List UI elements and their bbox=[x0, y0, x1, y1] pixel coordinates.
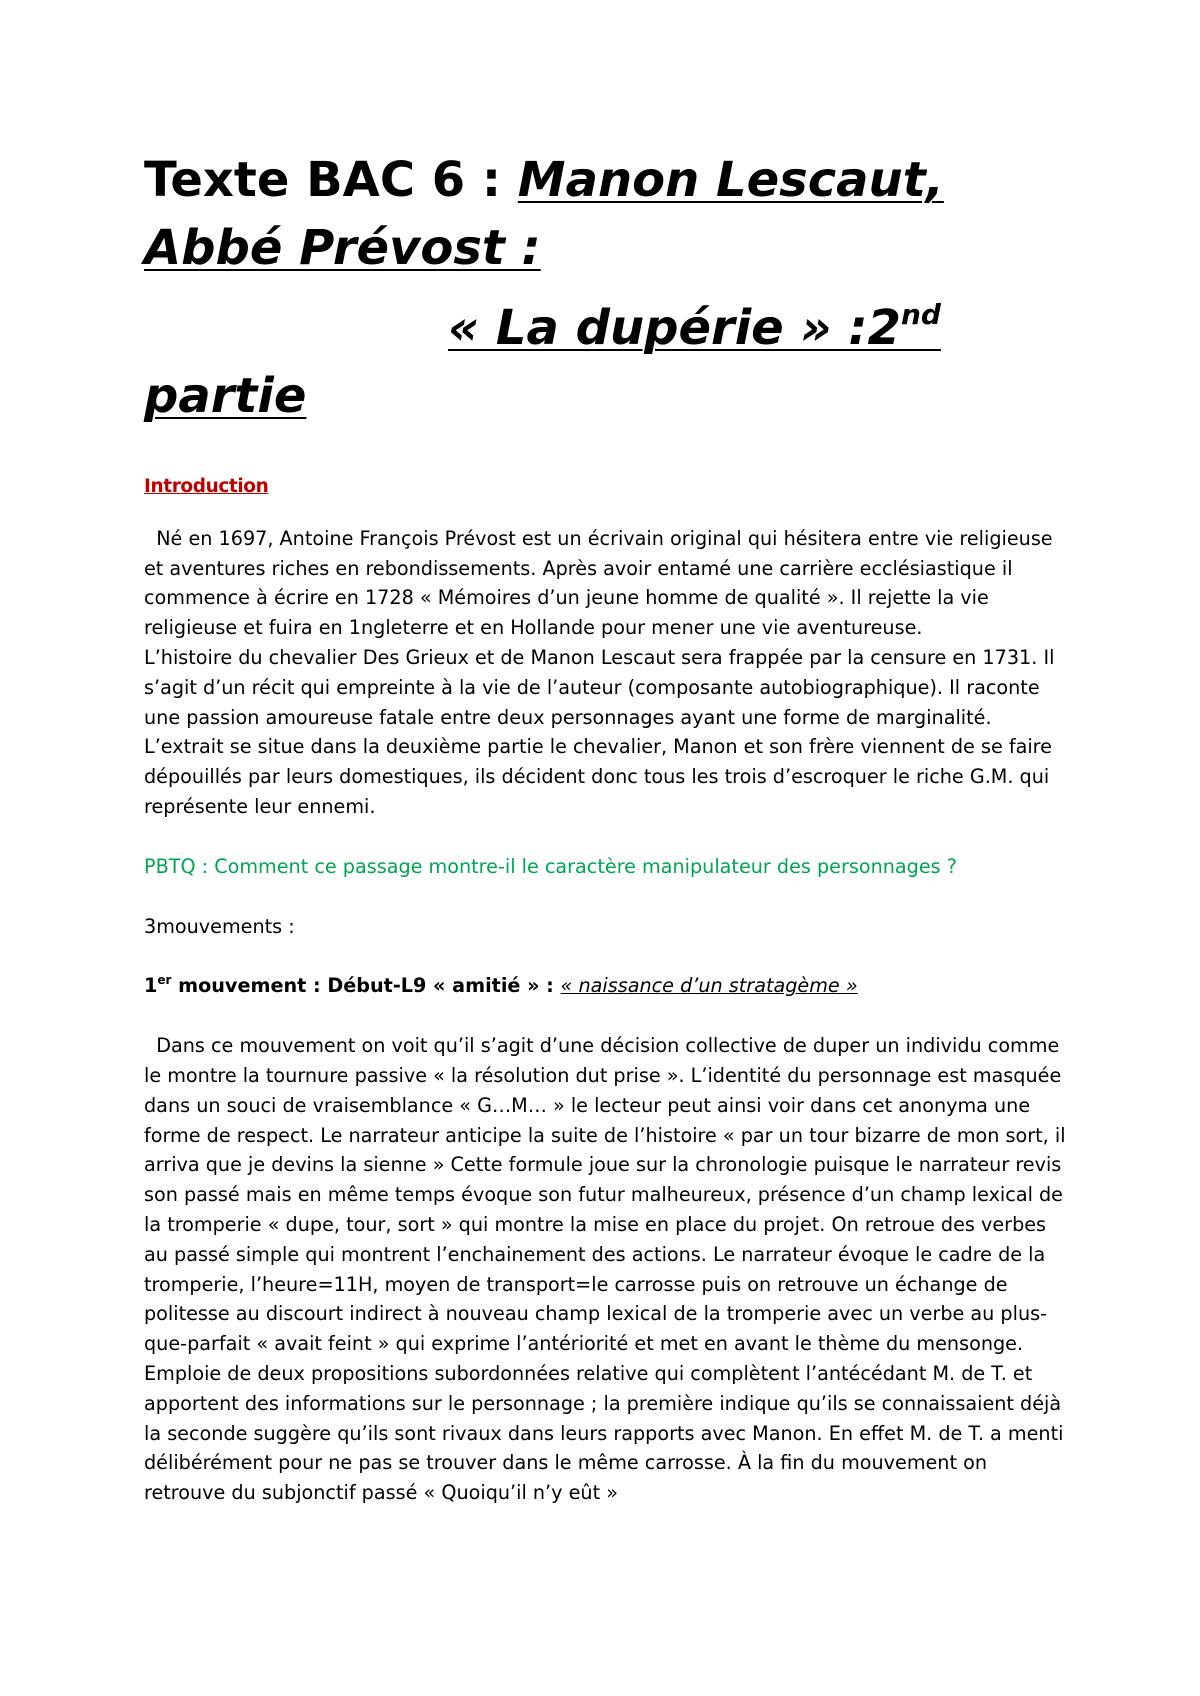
document-body bbox=[144, 472, 1072, 1508]
intro-paragraph-3: L’extrait se situe dans la deuxième partie le chevalier, Manon et son frère viennent de se faire dépouillés par leurs domestiques, ils décident donc tous les trois d’escroquer le riche G.M. qui représente leur ennemi. bbox=[144, 735, 1052, 818]
movement-1-heading: 1er mouvement : Début-L9 « amitié » : « naissance d’un stratagème » bbox=[144, 973, 858, 998]
title-work: Manon Lescaut, Abbé Prévost : bbox=[144, 152, 944, 276]
pbtq-question: PBTQ : Comment ce passage montre-il le caractère manipulateur des personnages ? bbox=[144, 854, 957, 878]
intro-paragraph-1: Né en 1697, Antoine François Prévost est un écrivain original qui hésitera entre vie religieuse et aventures riches en rebondissements. Après avoir entamé une carrière ecclésiastique il commence à écrire en 1728 « Mémoires d’un jeune homme de qualité ». Il rejette la vie religieuse et fuira en 1ngleterre et en Hollande pour mener une vie aventureuse. bbox=[144, 526, 1059, 640]
intro-paragraph-2: L’histoire du chevalier Des Grieux et de Manon Lescaut sera frappée par la censure en 1731. Il s’agit d’un récit qui empreinte à la vie de l’auteur (composante autobiographique). Il raconte une passion amoureuse fatale entre deux personnages ayant une forme de marginalité. bbox=[144, 645, 1055, 729]
movement-1-subheading: « naissance d’un stratagème » bbox=[560, 974, 858, 998]
movement-1-paragraph: Dans ce mouvement on voit qu’il s’agit d’une décision collective de duper un individu comme le montre la tournure passive « la résolution dut prise ». L’identité du personnage est masquée dans un souci de vraisemblance « G…M… » le lecteur peut ainsi voir dans cet anonyma une forme de respect. Le narrateur anticipe la suite de l’histoire « par un tour bizarre de mon sort, il arriva que je devins la sienne » Cette formule joue sur la chronologie puisque le narrateur revis son passé mais en même temps évoque son futur malheureux, présence d’un champ lexical de la tromperie « dupe, tour, sort » qui montre la mise en place du projet. On retroue des verbes au passé simple qui montrent l’enchainement des actions. Le narrateur évoque le cadre de la tromperie, l’heure=11H, moyen de transport=le carrosse puis on retrouve un échange de politesse au discourt indirect à nouveau champ lexical de la tromperie avec un verbe au plus-que-parfait « avait feint » qui exprime l’antériorité et met en avant le thème du mensonge. Emploie de deux propositions subordonnées relative qui complètent l’antécédant M. de T. et apportent des informations sur le personnage ; la première indique qu’ils se connaissaient déjà la seconde suggère qu’ils sont rivaux dans leurs rapports avec Manon. En effet M. de T. a menti délibérément pour ne pas se trouver dans le même carrosse. À la fin du mouvement on retrouve du subjonctif passé « Quoiqu’il n’y eût » bbox=[144, 1034, 1072, 1505]
introduction-heading: Introduction bbox=[144, 476, 269, 497]
title-text-bac: Texte BAC 6 bbox=[144, 152, 466, 208]
document-title bbox=[144, 146, 1069, 442]
document-content bbox=[144, 146, 1072, 1508]
title-subtitle-end: partie bbox=[144, 368, 307, 424]
title-colon: : bbox=[465, 152, 518, 208]
movements-label: 3mouvements : bbox=[144, 914, 295, 938]
title-subtitle: « La dupérie » :2nd bbox=[448, 298, 941, 356]
